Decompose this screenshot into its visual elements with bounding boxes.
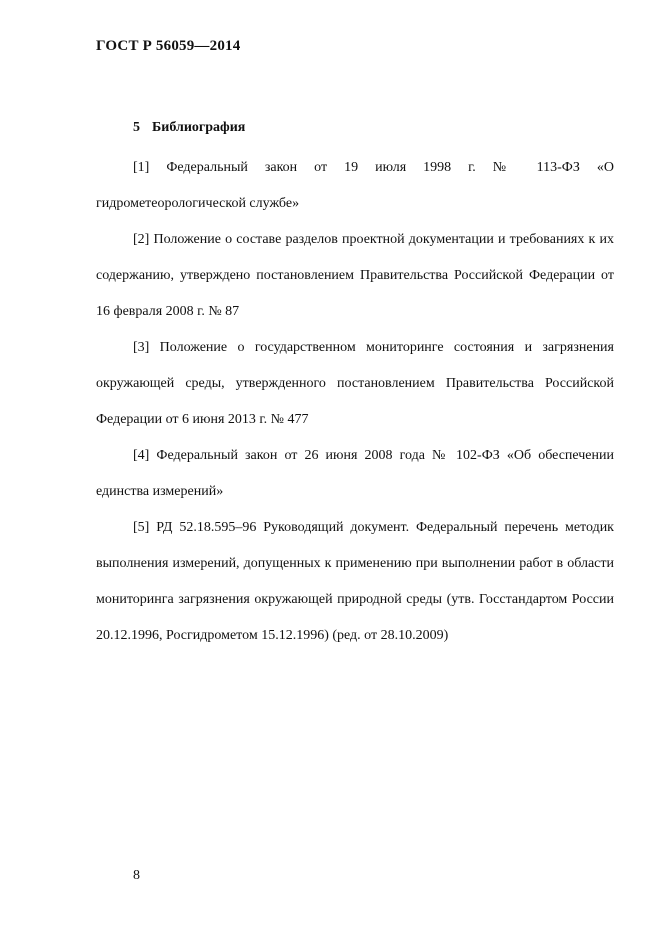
bibliography-entry: [4] Федеральный закон от 26 июня 2008 года № 102-ФЗ «Об обеспечении единства измерений»	[96, 448, 614, 499]
page-number: 8	[133, 868, 140, 883]
bibliography-entry: [1] Федеральный закон от 19 июля 1998 г. № 113-ФЗ «О гидрометеорологической службе»	[96, 160, 614, 211]
bibliography-list	[96, 150, 614, 654]
bibliography-entry: [3] Положение о государственном мониторинге состояния и загрязнения окружающей среды, утвержденного постановлением Правительства Российской Федерации от 6 июня 2013 г. № 477	[96, 340, 614, 427]
bibliography-entry: [2] Положение о составе разделов проектной документации и требованиях к их содержанию, утверждено постановлением Правительства Российской Федерации от 16 февраля 2008 г. № 87	[96, 232, 614, 319]
section-title: Библиография	[152, 120, 246, 135]
section-number: 5	[133, 120, 140, 135]
bibliography-entry: [5] РД 52.18.595–96 Руководящий документ. Федеральный перечень методик выполнения измерений, допущенных к применению при выполнении работ в области мониторинга загрязнения окружающей природной среды (утв. Госстандартом России 20.12.1996, Росгидрометом 15.12.1996) (ред. от 28.10.2009)	[96, 520, 614, 643]
document-header: ГОСТ Р 56059—2014	[96, 38, 241, 54]
section-heading	[133, 120, 245, 136]
